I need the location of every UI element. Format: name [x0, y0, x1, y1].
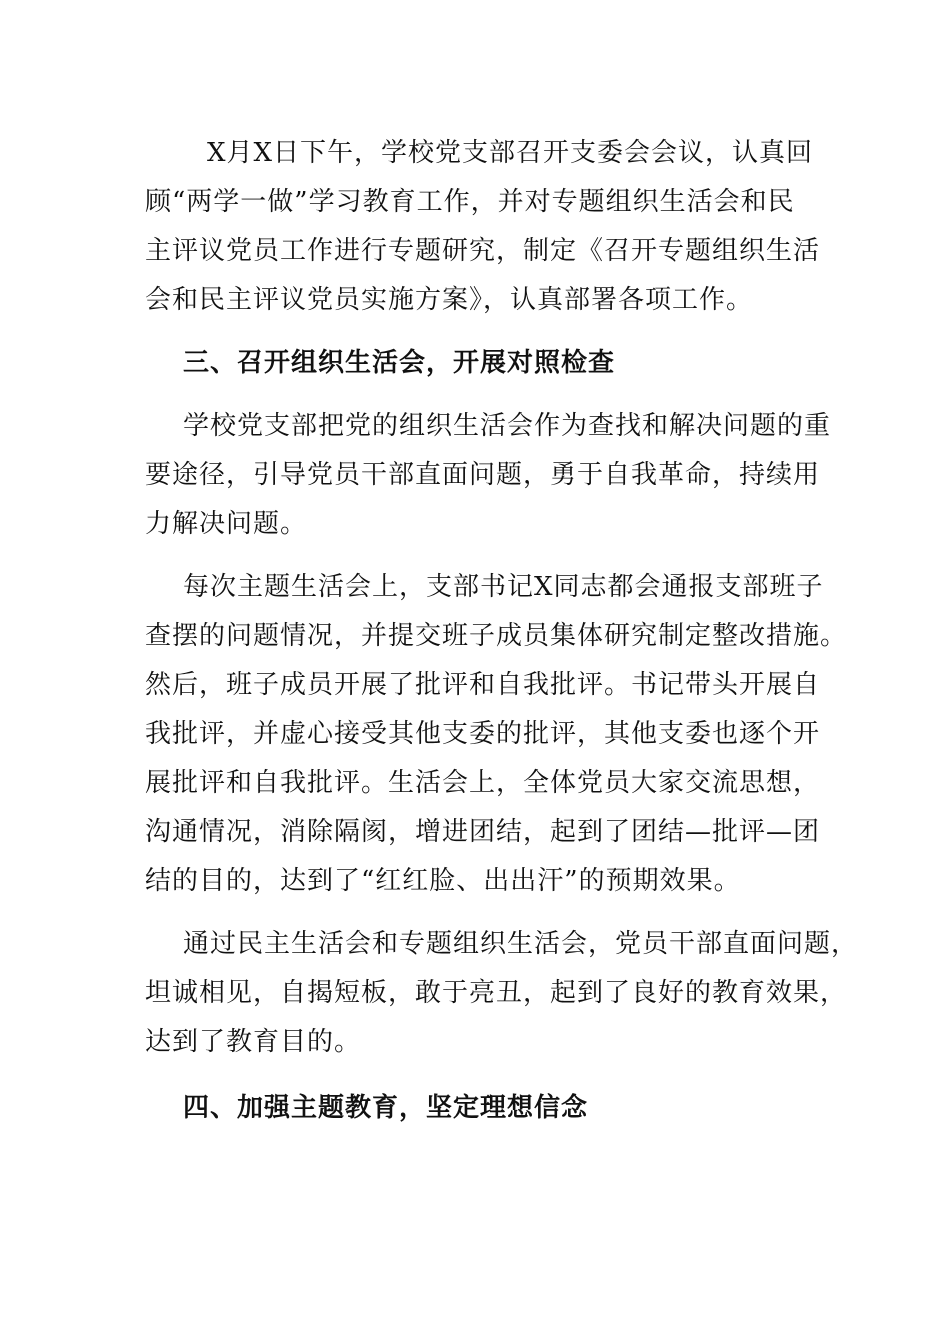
paragraph-2-line-3: 力解决问题。 — [145, 509, 308, 539]
paragraph-3-line-7: 结的目的，达到了“红红脸、出出汗”的预期效果。 — [145, 866, 741, 896]
paragraph-1-line-3: 主评议党员工作进行专题研究，制定《召开专题组织生活 — [145, 236, 821, 266]
paragraph-4-line-3: 达到了教育目的。 — [145, 1027, 362, 1057]
section-heading-3: 三、召开组织生活会，开展对照检查 — [183, 348, 616, 378]
paragraph-3-line-4: 我批评，并虚心接受其他支委的批评，其他支委也逐个开 — [145, 719, 821, 749]
paragraph-4-line-1: 通过民主生活会和专题组织生活会，党员干部直面问题， — [183, 929, 859, 959]
paragraph-1-line-4: 会和民主评议党员实施方案》，认真部署各项工作。 — [145, 285, 754, 315]
paragraph-2-line-2: 要途径，引导党员干部直面问题，勇于自我革命，持续用 — [145, 460, 821, 490]
section-heading-4: 四、加强主题教育，坚定理想信念 — [183, 1093, 589, 1123]
paragraph-1-line-2: 顾“两学一做”学习教育工作，并对专题组织生活会和民 — [145, 187, 795, 217]
paragraph-3-line-6: 沟通情况，消除隔阂，增进团结，起到了团结—批评—团 — [145, 817, 821, 847]
paragraph-3-line-3: 然后，班子成员开展了批评和自我批评。书记带头开展自 — [145, 670, 821, 700]
paragraph-2-line-1: 学校党支部把党的组织生活会作为查找和解决问题的重 — [183, 411, 832, 441]
paragraph-3-line-1: 每次主题生活会上，支部书记X同志都会通报支部班子 — [183, 572, 824, 602]
paragraph-4-line-2: 坦诚相见，自揭短板，敢于亮丑，起到了良好的教育效果， — [145, 978, 848, 1008]
paragraph-3-line-2: 查摆的问题情况，并提交班子成员集体研究制定整改措施。 — [145, 621, 848, 651]
paragraph-1-line-1: X月X日下午，学校党支部召开支委会会议，认真回 — [207, 138, 814, 168]
paragraph-3-line-5: 展批评和自我批评。生活会上，全体党员大家交流思想， — [145, 768, 821, 798]
